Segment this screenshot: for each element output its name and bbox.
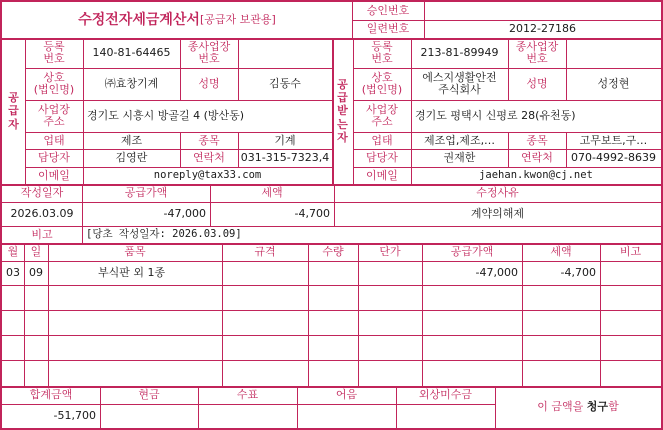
item-name: 부식판 외 1종 — [98, 266, 166, 280]
grid-vline — [238, 38, 239, 100]
item-tax: -4,700 — [560, 266, 596, 280]
buyer-reg-no: 213-81-89949 — [420, 46, 499, 60]
buyer-side-char: 받 — [337, 104, 348, 118]
grid-hline — [0, 202, 663, 203]
grid-hline — [0, 404, 495, 405]
supplier-sub-label: 종사업장 번호 — [187, 40, 231, 65]
supplier-contact-label: 담당자 — [38, 151, 70, 165]
supplier-reg-label: 등록 번호 — [43, 40, 65, 65]
supplier-company: ㈜효창기계 — [104, 77, 159, 91]
claim-text-suffix: 함 — [608, 400, 619, 414]
grid-hline — [0, 335, 663, 336]
col-tax: 세액 — [550, 245, 572, 259]
buyer-email-label: 이메일 — [366, 168, 398, 182]
grid-hline — [25, 149, 332, 150]
col-supply: 공급가액 — [450, 245, 494, 259]
buyer-sub-label: 종사업장 번호 — [515, 40, 559, 65]
grid-hline — [0, 184, 663, 186]
item-spec — [222, 261, 308, 285]
grid-hline — [353, 132, 663, 133]
total-value: -51,700 — [53, 409, 96, 423]
invoice-title — [2, 2, 352, 38]
grid-vline — [422, 243, 423, 386]
grid-hline — [353, 149, 663, 150]
grid-vline — [308, 243, 309, 386]
col-item: 품목 — [124, 245, 146, 259]
title-text: 수정전자세금계산서 — [78, 11, 200, 28]
claim-text-prefix: 이 금액을 — [537, 400, 587, 414]
buyer-address: 경기도 평택시 신평로 28(유천동) — [415, 109, 576, 123]
tax-label: 세액 — [261, 186, 283, 200]
grid-vline — [48, 243, 49, 386]
grid-vline — [334, 184, 335, 226]
buyer-phone: 070-4992-8639 — [571, 151, 656, 165]
buyer-side-label — [332, 38, 353, 184]
item-month: 03 — [6, 266, 20, 280]
claim-text-bold: 청구 — [586, 400, 609, 414]
serial-value: 2012-27186 — [509, 22, 576, 36]
date-label: 작성일자 — [20, 186, 64, 200]
grid-hline — [0, 360, 663, 361]
col-qty: 수량 — [322, 245, 344, 259]
supply-value: -47,000 — [163, 207, 206, 221]
grid-vline — [210, 184, 211, 226]
approval-label: 승인번호 — [366, 4, 410, 18]
bill-value — [297, 404, 396, 428]
note-label: 비고 — [31, 227, 53, 241]
grid-hline — [0, 310, 663, 311]
supplier-reg-no: 140-81-64465 — [92, 46, 171, 60]
supplier-item-label: 종목 — [198, 133, 220, 147]
grid-vline — [180, 38, 181, 100]
grid-vline — [100, 386, 101, 430]
grid-hline — [25, 167, 332, 168]
buyer-rep-label: 성명 — [526, 77, 548, 91]
buyer-email: jaehan.kwon@cj.net — [479, 168, 593, 181]
buyer-side-char: 공 — [337, 78, 348, 92]
buyer-sub-value — [566, 38, 661, 68]
grid-vline — [358, 243, 359, 386]
title-subtitle: [공급자 보관용] — [199, 13, 276, 27]
tax-value: -4,700 — [294, 207, 330, 221]
supplier-email-label: 이메일 — [38, 168, 70, 182]
grid-vline — [566, 38, 567, 100]
supplier-addr-label: 사업장 주소 — [38, 103, 70, 128]
supplier-phone: 031-315-7323,4 — [240, 151, 330, 165]
grid-vline — [396, 386, 397, 430]
grid-vline — [83, 38, 84, 184]
buyer-name-label: 상호 (법인명) — [361, 71, 403, 96]
grid-hline — [25, 68, 332, 69]
grid-vline — [600, 243, 601, 386]
col-note: 비고 — [619, 245, 642, 259]
credit-label: 외상미수금 — [418, 388, 473, 402]
grid-vline — [332, 38, 334, 184]
supplier-rep-name: 김동수 — [269, 77, 301, 91]
supplier-phone-label: 연락처 — [193, 151, 225, 165]
note-value: [당초 작성일자: 2026.03.09] — [86, 227, 242, 240]
supplier-side-char: 자 — [8, 117, 19, 131]
grid-vline — [222, 243, 223, 386]
col-day: 일 — [30, 245, 42, 259]
buyer-side-char: 는 — [337, 117, 348, 131]
grid-hline — [353, 68, 663, 69]
item-day: 09 — [29, 266, 43, 280]
grid-vline — [352, 0, 353, 38]
grid-hline — [353, 167, 663, 168]
grid-vline — [82, 184, 83, 243]
item-note — [600, 261, 661, 285]
buyer-type-value: 제조업,제조,… — [423, 133, 496, 147]
serial-label: 일련번호 — [366, 22, 410, 36]
buyer-type-label: 업태 — [371, 133, 393, 147]
buyer-side-char: 급 — [337, 91, 348, 105]
col-unit-price: 단가 — [379, 245, 401, 259]
col-month: 월 — [7, 245, 19, 259]
item-qty — [308, 261, 358, 285]
buyer-side-char: 자 — [337, 130, 348, 144]
grid-hline — [0, 261, 663, 262]
supplier-side-char: 급 — [8, 104, 19, 118]
total-label: 합계금액 — [29, 388, 73, 402]
grid-vline — [495, 386, 496, 430]
supplier-item-value: 기계 — [274, 133, 296, 147]
supplier-type-value: 제조 — [120, 133, 143, 147]
supplier-sub-value — [238, 38, 332, 68]
item-supply: -47,000 — [475, 266, 518, 280]
grid-vline — [0, 0, 2, 430]
buyer-item-value: 고무보트,구… — [579, 133, 648, 147]
buyer-company: 에스지생활안전 주식회사 — [422, 71, 497, 96]
buyer-contact-label: 담당자 — [366, 151, 398, 165]
grid-vline — [424, 0, 425, 38]
grid-vline — [353, 38, 354, 184]
supply-label: 공급가액 — [124, 186, 168, 200]
grid-hline — [25, 100, 332, 101]
supplier-email: noreply@tax33.com — [153, 168, 262, 181]
item-unit-price — [358, 261, 422, 285]
grid-hline — [0, 0, 663, 2]
grid-hline — [0, 226, 663, 227]
col-spec: 규격 — [254, 245, 276, 259]
grid-hline — [0, 243, 663, 245]
grid-vline — [522, 243, 523, 386]
credit-value — [396, 404, 495, 428]
supplier-name-label: 상호 (법인명) — [33, 71, 75, 96]
date-value: 2026.03.09 — [10, 207, 74, 221]
approval-value — [424, 2, 661, 20]
grid-hline — [352, 20, 663, 21]
buyer-contact-name: 권재한 — [443, 151, 476, 165]
check-label: 수표 — [236, 388, 259, 402]
check-value — [198, 404, 297, 428]
reason-label: 수정사유 — [476, 186, 519, 200]
buyer-addr-label: 사업장 주소 — [366, 103, 398, 128]
buyer-phone-label: 연락처 — [521, 151, 553, 165]
grid-vline — [25, 38, 26, 184]
grid-hline — [353, 100, 663, 101]
supplier-address: 경기도 시흥시 방골길 4 (방산동) — [87, 109, 245, 123]
cash-value — [100, 404, 198, 428]
bill-label: 어음 — [335, 388, 358, 402]
grid-hline — [25, 132, 332, 133]
supplier-type-label: 업태 — [43, 133, 65, 147]
claim-text — [495, 386, 661, 428]
supplier-side-char: 공 — [8, 91, 19, 105]
reason-value: 계약의해제 — [470, 207, 525, 221]
supplier-rep-label: 성명 — [198, 77, 220, 91]
grid-vline — [411, 38, 412, 184]
buyer-item-label: 종목 — [526, 133, 548, 147]
buyer-reg-label: 등록 번호 — [371, 40, 393, 65]
grid-vline — [297, 386, 298, 430]
supplier-contact-name: 김영란 — [115, 151, 148, 165]
grid-hline — [0, 285, 663, 286]
supplier-side-label — [2, 38, 25, 184]
grid-vline — [508, 38, 509, 100]
grid-vline — [198, 386, 199, 430]
grid-vline — [24, 243, 25, 386]
buyer-rep-name: 성정현 — [597, 77, 630, 91]
cash-label: 현금 — [138, 388, 160, 402]
